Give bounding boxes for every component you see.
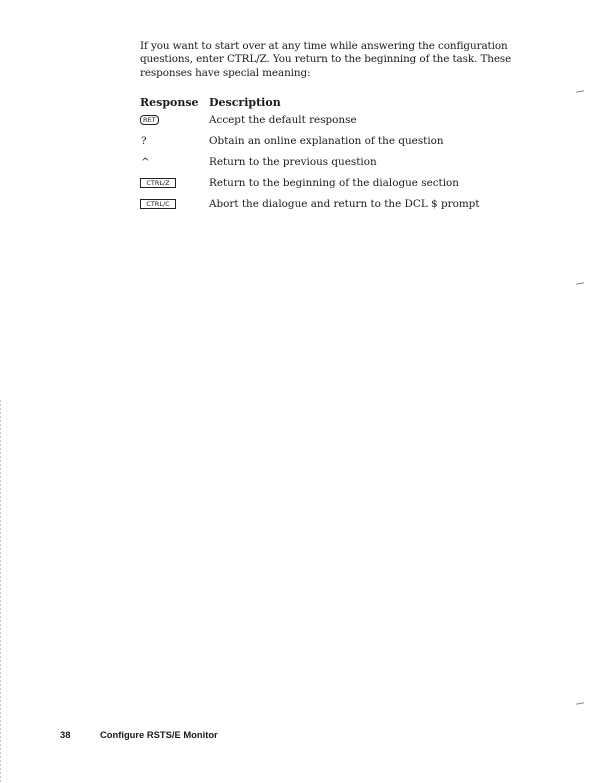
ctrl-z-key-icon: CTRL/Z: [140, 178, 176, 188]
table-row: [140, 177, 560, 198]
intro-paragraph: If you want to start over at any time while answering the configuration questions, enter CTRL/Z. You return to the beginning of the task. These responses have special meaning:: [140, 40, 512, 79]
row-description: Abort the dialogue and return to the DCL $ prompt: [209, 198, 480, 210]
table-row: [140, 156, 560, 177]
header-response: Response: [140, 96, 199, 109]
table-row: [140, 198, 560, 219]
question-mark-key: ?: [141, 135, 147, 147]
response-table: [140, 96, 560, 219]
page-number: 38: [60, 729, 71, 740]
row-description: Accept the default response: [209, 114, 357, 126]
page-edge-shadow: [0, 400, 1, 783]
page-footer: [60, 729, 218, 740]
header-description: Description: [209, 96, 281, 109]
margin-mark: [576, 282, 584, 284]
table-row: [140, 135, 560, 156]
ctrl-c-key-icon: CTRL/C: [140, 199, 176, 209]
table-header: [140, 96, 560, 114]
caret-key: ^: [141, 156, 150, 168]
table-row: [140, 114, 560, 135]
row-description: Obtain an online explanation of the question: [209, 135, 444, 147]
margin-mark: [576, 90, 584, 92]
row-description: Return to the previous question: [209, 156, 377, 168]
footer-title: Configure RSTS/E Monitor: [100, 729, 218, 740]
row-description: Return to the beginning of the dialogue section: [209, 177, 459, 189]
ret-key-icon: RET: [140, 115, 159, 125]
margin-mark: [576, 702, 584, 704]
